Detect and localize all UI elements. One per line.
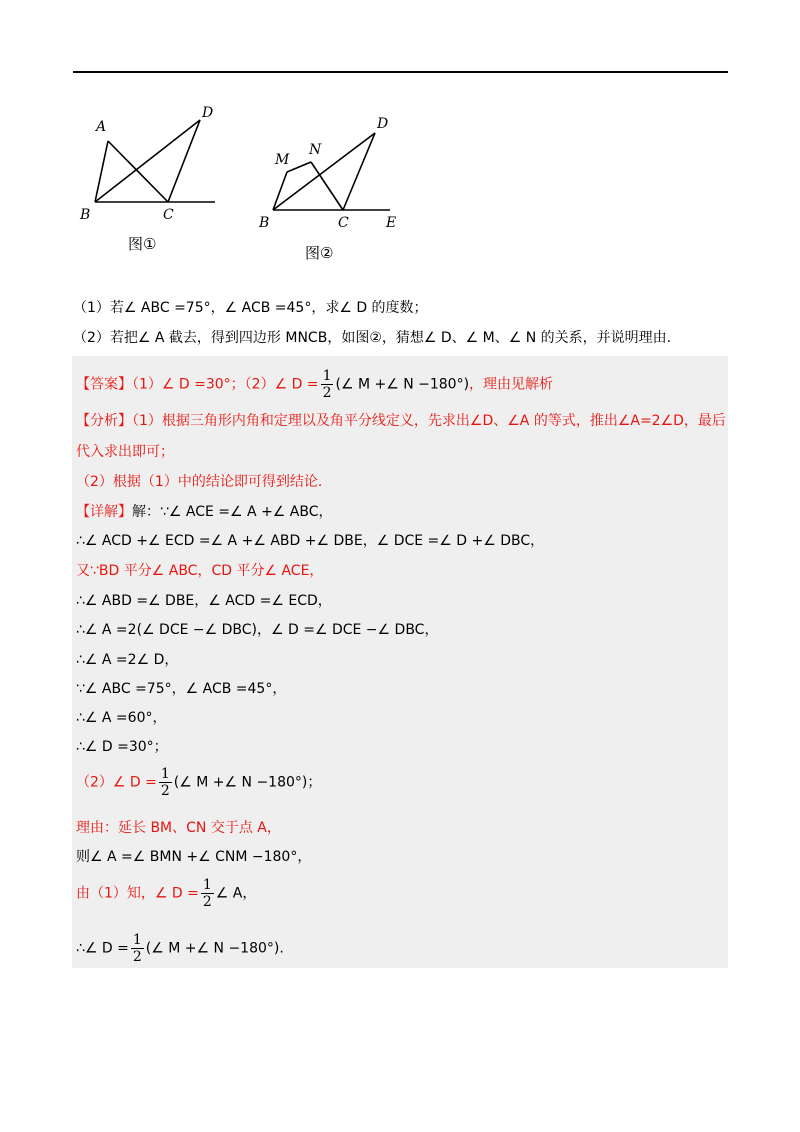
fig1-label-C: C [163, 207, 174, 223]
detail-line-5: ∴∠ A =2(∠ DCE −∠ DBC)，∠ D =∠ DCE −∠ DBC， [76, 622, 439, 638]
analysis-line-2: 代入求出即可； [76, 444, 174, 460]
detail-line-2: ∴∠ ACD +∠ ECD =∠ A +∠ ABD +∠ DBE，∠ DCE =∠ D +∠ DBC， [76, 533, 545, 549]
detail-fraction-13 [201, 877, 214, 910]
fig2-line-MN [287, 162, 311, 172]
detail-line-14 [76, 932, 284, 965]
detail-line-11: 理由：延长 BM、CN 交于点 A， [76, 820, 281, 836]
answer-fraction [321, 368, 334, 401]
detail-fraction-10 [159, 766, 172, 799]
analysis-line-3: （2）根据（1）中的结论即可得到结论. [76, 474, 323, 490]
detail-fraction-13-denominator: 2 [202, 894, 212, 910]
fig1-label-A: A [96, 119, 107, 135]
answer-fraction-numerator: 1 [322, 368, 332, 384]
answer-tail: ，理由见解析 [469, 376, 554, 393]
detail-line-6: ∴∠ A =2∠ D， [76, 652, 179, 668]
fig1-label-D: D [202, 105, 214, 121]
detail-fraction-10-numerator: 1 [160, 766, 170, 782]
fig2-label-N: N [309, 142, 322, 158]
figure-1-diagram [0, 0, 800, 280]
fig2-label-C: C [338, 215, 349, 231]
figure-2-caption: 图② [305, 244, 334, 262]
detail-fraction-13-numerator: 1 [202, 877, 212, 893]
detail-text-10b: (∠ M +∠ N −180°)； [173, 774, 322, 791]
detail-line-8: ∴∠ A =60°， [76, 710, 167, 726]
detail-line-7: ∵∠ ABC =75°，∠ ACB =45°， [76, 681, 287, 697]
detail-line-12: 则∠ A =∠ BMN +∠ CNM −180°， [76, 849, 312, 865]
analysis-text-1: （1）根据三角形内角和定理以及角平分线定义，先求出∠D、∠A 的等式，推出∠A=2∠D，最后 [132, 413, 726, 429]
detail-text-13b: ∠ A， [215, 885, 257, 902]
fig2-label-M: M [275, 152, 290, 168]
detail-text-14b: (∠ M +∠ N −180°). [145, 940, 284, 957]
detail-line-1 [76, 501, 333, 523]
question-part-1: （1）若∠ ABC =75°，∠ ACB =45°，求∠ D 的度数； [73, 300, 428, 316]
fig2-label-D: D [377, 116, 389, 132]
question-part-2: （2）若把∠ A 截去，得到四边形 MNCB，如图②，猜想∠ D、∠ M、∠ N 的关系，并说明理由. [73, 330, 672, 346]
fig1-label-B: B [80, 207, 91, 223]
analysis-line-1 [76, 410, 726, 432]
detail-line-10 [76, 766, 321, 799]
detail-line-4: ∴∠ ABD =∠ DBE，∠ ACD =∠ ECD， [76, 593, 332, 609]
detail-text-10a: （2）∠ D = [76, 774, 157, 791]
detail-text-1: 解：∵∠ ACE =∠ A +∠ ABC， [132, 504, 333, 520]
detail-fraction-14-denominator: 2 [132, 949, 142, 965]
detail-text-13a: 由（1）知，∠ D = [76, 885, 199, 902]
detail-fraction-10-denominator: 2 [160, 783, 170, 799]
fig1-line-AC [108, 141, 168, 202]
detail-fraction-14 [131, 932, 144, 965]
answer-part-2: (∠ M +∠ N −180°) [335, 376, 470, 393]
fig2-label-E: E [386, 215, 397, 231]
detail-line-13 [76, 877, 256, 910]
figure-1-caption: 图① [128, 235, 157, 253]
detail-line-3: 又∵BD 平分∠ ABC，CD 平分∠ ACE， [76, 563, 324, 579]
detail-tag: 【详解】 [76, 504, 132, 520]
fig2-label-B: B [259, 215, 270, 231]
answer-line [76, 368, 553, 401]
analysis-tag: 【分析】 [76, 413, 132, 429]
detail-fraction-14-numerator: 1 [132, 932, 142, 948]
answer-tag: 【答案】 [76, 376, 132, 393]
answer-part-1: （1）∠ D =30°；（2）∠ D = [132, 376, 319, 393]
detail-text-14a: ∴∠ D = [76, 940, 129, 957]
detail-line-9: ∴∠ D =30°； [76, 739, 168, 755]
answer-fraction-denominator: 2 [322, 385, 332, 401]
